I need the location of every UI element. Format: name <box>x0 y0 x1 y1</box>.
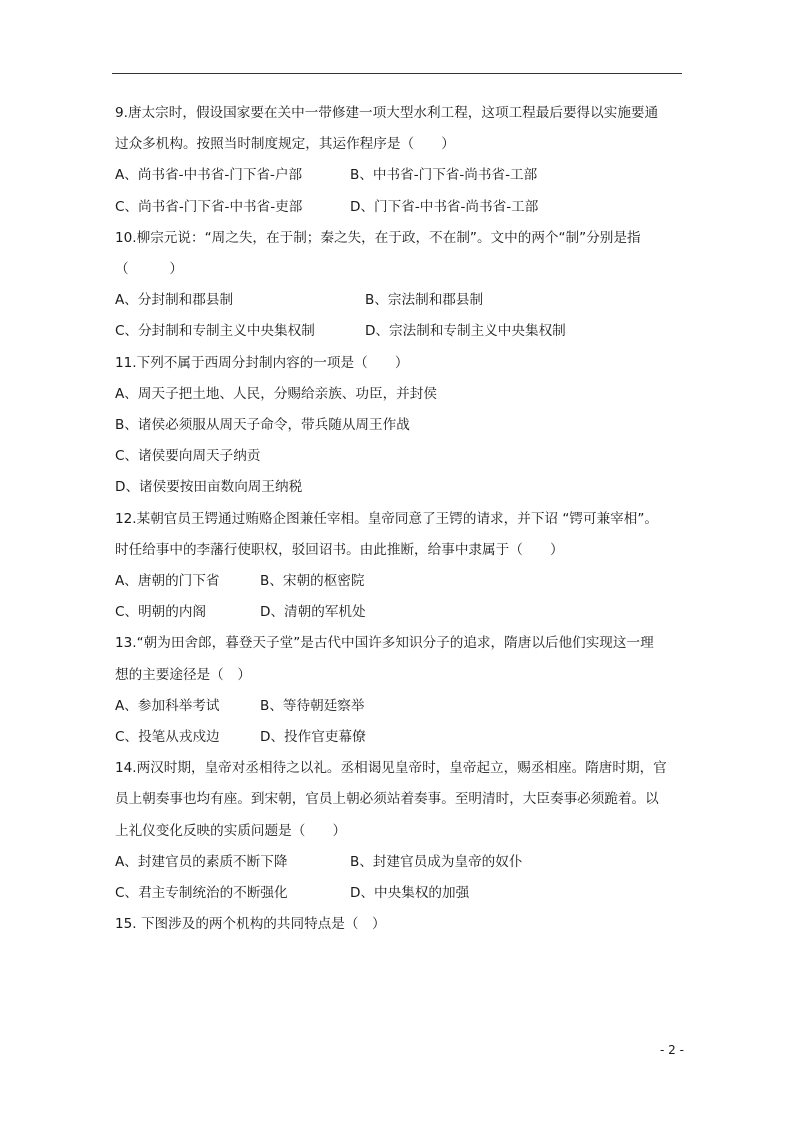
q10-option-c: C、分封制和专制主义中央集权制 <box>115 323 315 339</box>
q11-stem-line-1: 11.下列不属于西周分封制内容的一项是（ ） <box>115 355 409 371</box>
q13-stem-line-1: 13.“朝为田舍郎，暮登天子堂”是古代中国许多知识分子的追求，隋唐以后他们实现这一理 <box>115 635 654 651</box>
q10-stem-line-2: （ ） <box>115 261 183 277</box>
q14-stem-line-3: 上礼仪变化反映的实质问题是（ ） <box>115 823 347 839</box>
q12-stem-line-2: 时任给事中的李藩行使职权，驳回诏书。由此推断，给事中隶属于（ ） <box>115 542 564 558</box>
q9-option-c: C、尚书省-门下省-中书省-吏部 <box>115 199 303 215</box>
q14-stem-line-2: 员上朝奏事也均有座。到宋朝，官员上朝必须站着奏事。至明清时，大臣奏事必须跪着。以 <box>115 791 659 807</box>
q14-option-a: A、封建官员的素质不断下降 <box>115 854 288 870</box>
q9-stem-line-1: 9.唐太宗时，假设国家要在关中一带修建一项大型水利工程，这项工程最后要得以实施要通 <box>115 105 659 121</box>
q9-stem-line-2: 过众多机构。按照当时制度规定，其运作程序是（ ） <box>115 136 455 152</box>
q14-option-b: B、封建官员成为皇帝的奴仆 <box>350 854 523 870</box>
header-rule <box>112 73 682 74</box>
q12-option-c: C、明朝的内阁 <box>115 604 207 620</box>
page-number: - 2 - <box>660 1043 684 1057</box>
q9-option-a: A、尚书省-中书省-门下省-户部 <box>115 167 303 183</box>
q12-option-d: D、清朝的军机处 <box>260 604 366 620</box>
q9-option-d: D、门下省-中书省-尚书省-工部 <box>350 199 539 215</box>
q13-option-a: A、参加科举考试 <box>115 698 220 714</box>
q13-option-b: B、等待朝廷察举 <box>260 698 365 714</box>
q10-option-d: D、宗法制和专制主义中央集权制 <box>365 323 566 339</box>
q13-stem-line-2: 想的主要途径是（ ） <box>115 667 251 683</box>
q10-option-a: A、分封制和郡县制 <box>115 292 234 308</box>
q11-option-a: A、周天子把土地、人民，分赐给亲族、功臣，并封侯 <box>115 386 437 402</box>
q13-option-c: C、投笔从戎戍边 <box>115 729 220 745</box>
q10-option-b: B、宗法制和郡县制 <box>365 292 484 308</box>
q15-stem-line-1: 15. 下图涉及的两个机构的共同特点是（ ） <box>115 916 386 932</box>
q12-stem-line-1: 12.某朝官员王锷通过贿赂企图兼任宰相。皇帝同意了王锷的请求，并下诏 “锷可兼宰相”。 <box>115 511 658 527</box>
q10-stem-line-1: 10.柳宗元说：“周之失，在于制；秦之失，在于政，不在制”。文中的两个“制”分别是指 <box>115 230 641 246</box>
q11-option-d: D、诸侯要按田亩数向周王纳税 <box>115 479 303 495</box>
q9-option-b: B、中书省-门下省-尚书省-工部 <box>350 167 538 183</box>
q12-option-b: B、宋朝的枢密院 <box>260 573 365 589</box>
q11-option-b: B、诸侯必须服从周天子命令，带兵随从周王作战 <box>115 417 410 433</box>
q14-stem-line-1: 14.两汉时期，皇帝对丞相待之以礼。丞相谒见皇帝时，皇帝起立，赐丞相座。隋唐时期，官 <box>115 760 667 776</box>
q14-option-c: C、君主专制统治的不断强化 <box>115 885 288 901</box>
q11-option-c: C、诸侯要向周天子纳贡 <box>115 448 261 464</box>
q13-option-d: D、投作官吏幕僚 <box>260 729 366 745</box>
q14-option-d: D、中央集权的加强 <box>350 885 470 901</box>
q12-option-a: A、唐朝的门下省 <box>115 573 220 589</box>
